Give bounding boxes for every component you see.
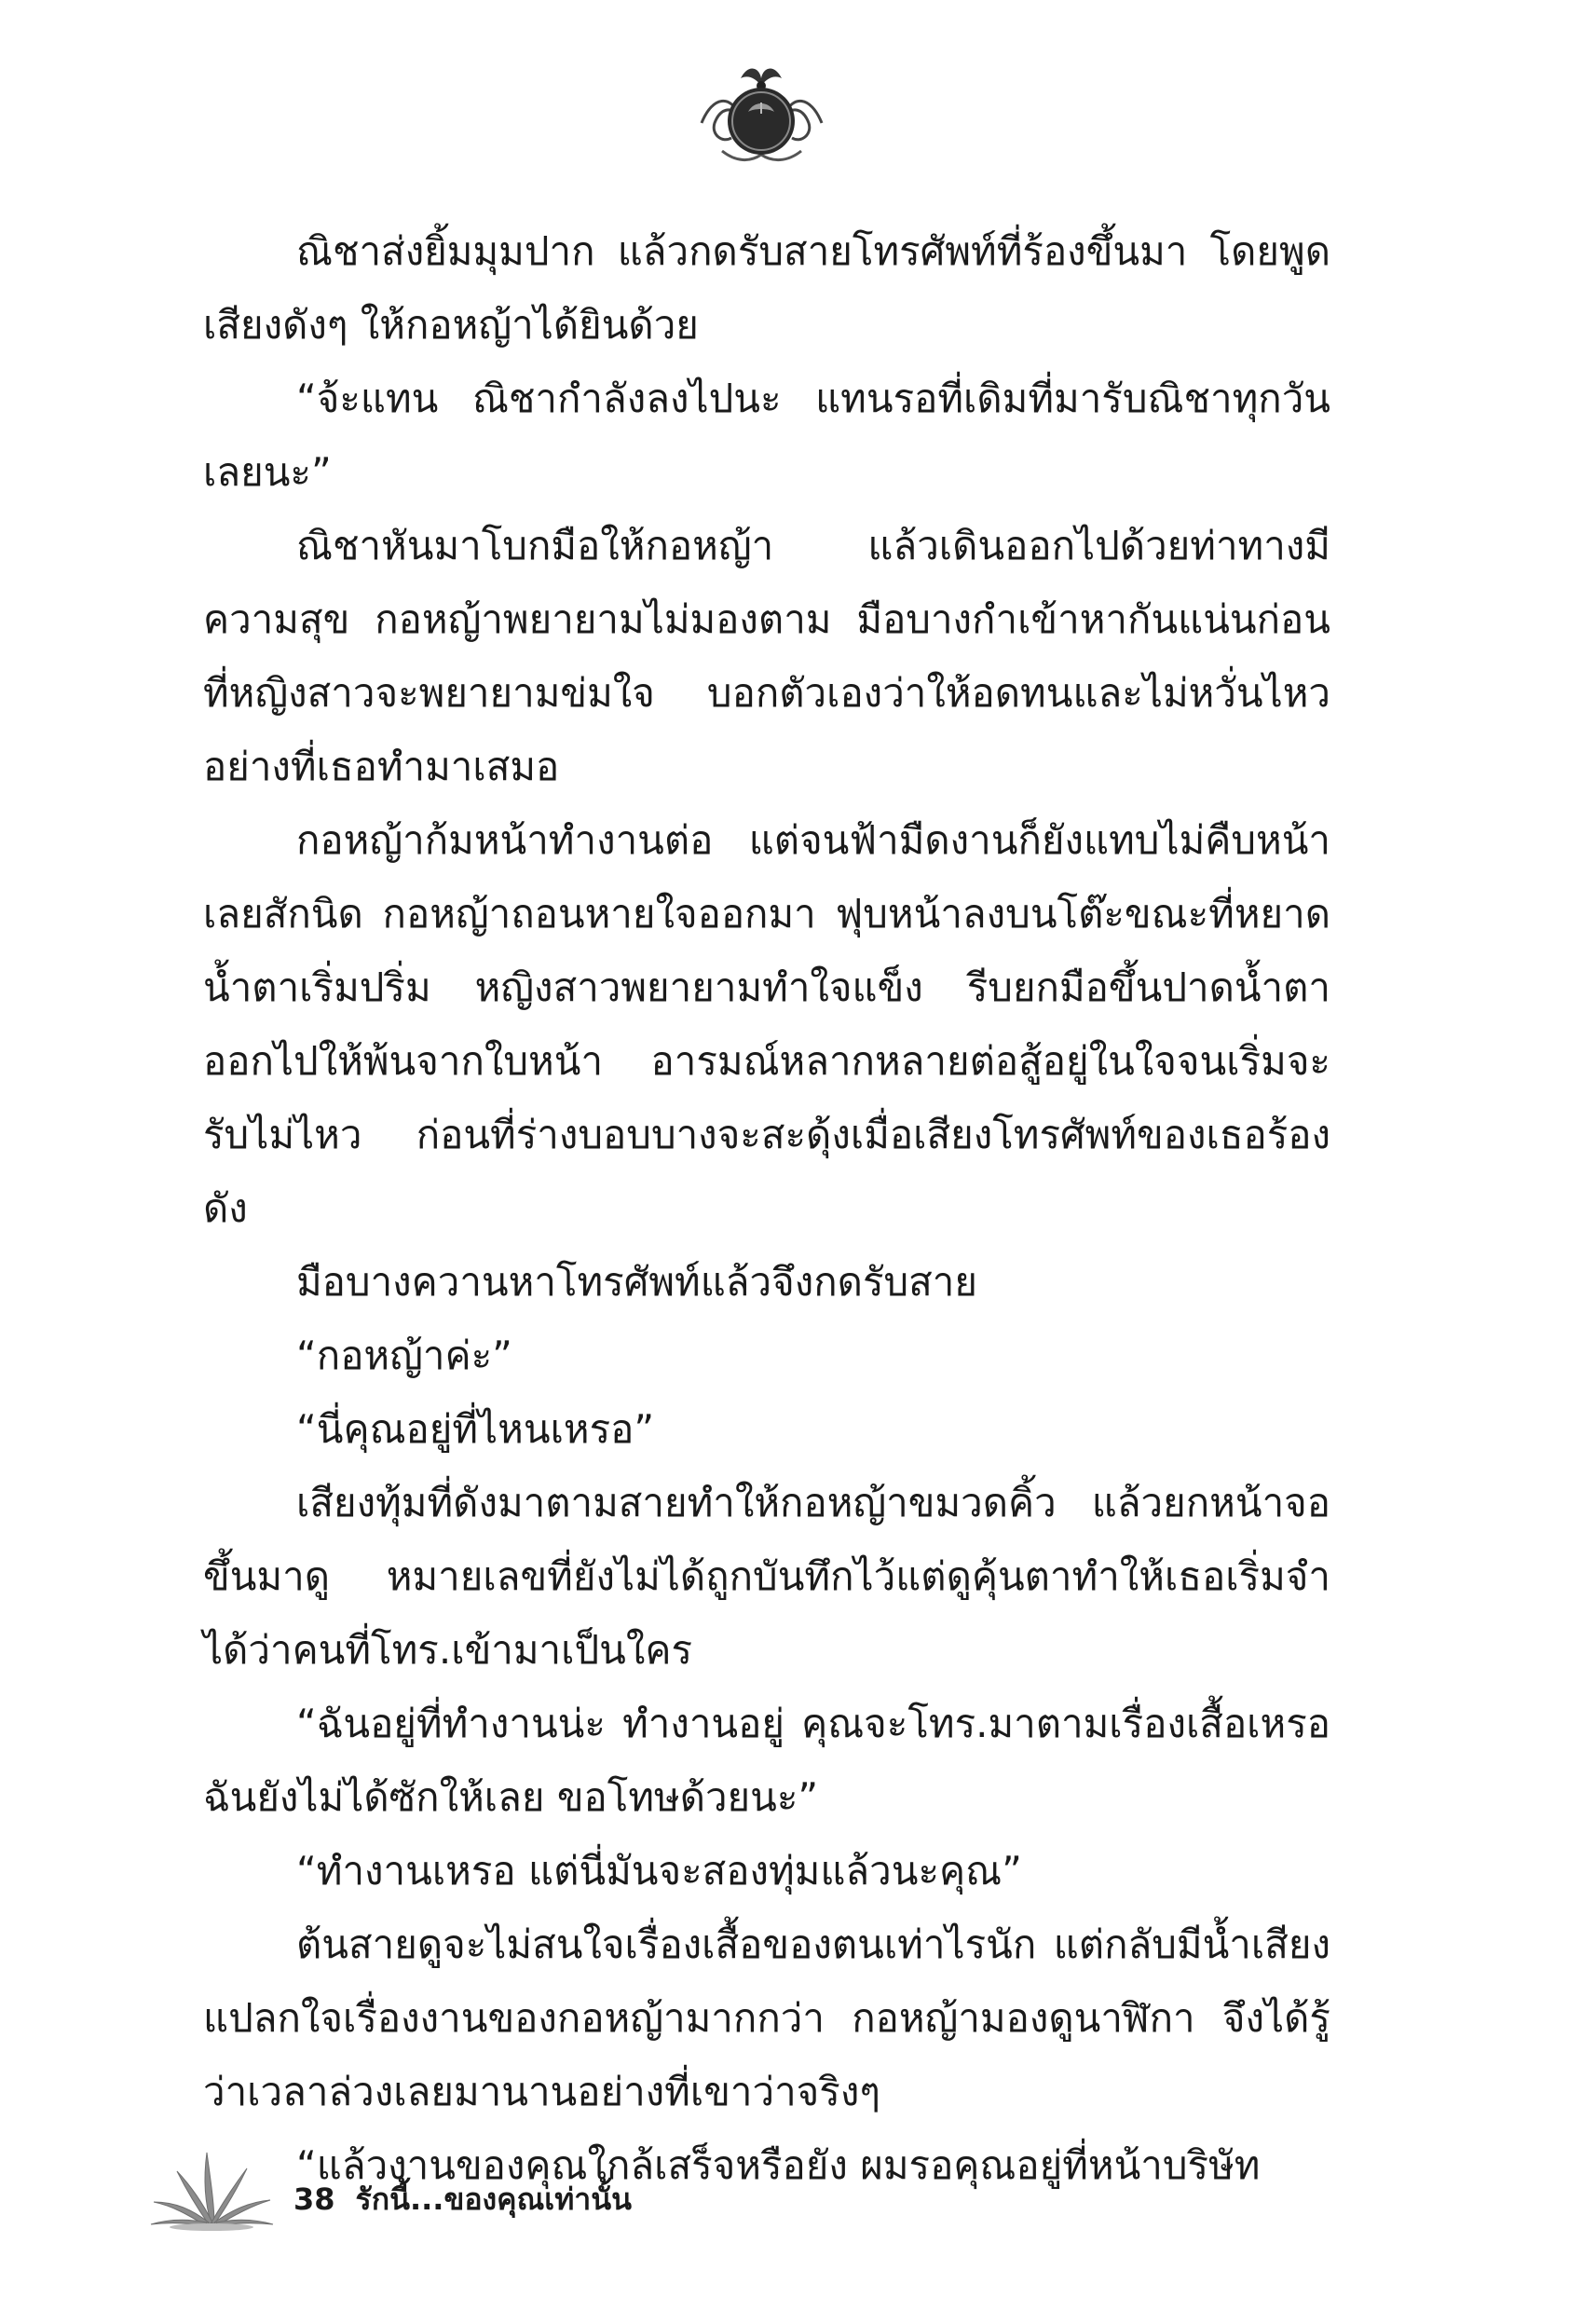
paragraph: “ฉันอยู่ที่ทำงานน่ะ ทำงานอยู่ คุณจะโทร.มาตามเรื่องเสื้อเหรอ ฉันยังไม่ได้ซักให้เลย ขอโทษด้วยนะ” (203, 1701, 1330, 1820)
paragraph: ณิชาส่งยิ้มมุมปาก แล้วกดรับสายโทรศัพท์ที่ร้องขึ้นมา โดยพูดเสียงดังๆ ให้กอหญ้าได้ยินด้วย (203, 228, 1330, 348)
paragraph: กอหญ้าก้มหน้าทำงานต่อ แต่จนฟ้ามืดงานก็ยังแทบไม่คืบหน้าเลยสักนิด กอหญ้าถอนหายใจออกมา ฟุบหน้าลงบนโต๊ะขณะที่หยาดน้ำตาเริ่มปริ่ม หญิงสาวพยายามทำใจแข็ง รีบยกมือขึ้นปาดน้ำตาออกไปให้พ้นจากใบหน้า อารมณ์หลากหลายต่อสู้อยู่ในใจจนเริ่มจะรับไม่ไหว ก่อนที่ร่างบอบบางจะสะดุ้งเมื่อเสียงโทรศัพท์ของเธอร้องดัง (203, 817, 1330, 1231)
paragraph: “จ้ะแทน ณิชากำลังลงไปนะ แทนรอที่เดิมที่มารับณิชาทุกวันเลยนะ” (203, 376, 1330, 495)
page-number: 38 (293, 2181, 335, 2217)
paragraph: “กอหญ้าค่ะ” (296, 1333, 512, 1378)
paragraph: “ทำงานเหรอ แต่นี่มันจะสองทุ่มแล้วนะคุณ” (296, 1848, 1022, 1894)
body-text (203, 214, 1330, 2202)
paragraph: “แล้วงานของคุณใกล้เสร็จหรือยัง ผมรอคุณอยู่ที่หน้าบริษัท (296, 2142, 1261, 2188)
page-footer (149, 2148, 801, 2232)
grass-tuft-icon (149, 2148, 275, 2232)
paragraph: “นี่คุณอยู่ที่ไหนเหรอ” (296, 1406, 655, 1452)
publisher-emblem-icon (694, 58, 829, 174)
paragraph: ต้นสายดูจะไม่สนใจเรื่องเสื้อของตนเท่าไรนัก แต่กลับมีน้ำเสียงแปลกใจเรื่องงานของกอหญ้ามากกว่า กอหญ้ามองดูนาฬิกา จึงได้รู้ว่าเวลาล่วงเลยมานานอย่างที่เขาว่าจริงๆ (203, 1921, 1330, 2114)
paragraph: เสียงทุ้มที่ดังมาตามสายทำให้กอหญ้าขมวดคิ้ว แล้วยกหน้าจอขึ้นมาดู หมายเลขที่ยังไม่ได้ถูกบันทึกไว้แต่ดูคุ้นตาทำให้เธอเริ่มจำได้ว่าคนที่โทร.เข้ามาเป็นใคร (203, 1480, 1330, 1673)
paragraph: มือบางควานหาโทรศัพท์แล้วจึงกดรับสาย (296, 1259, 978, 1305)
book-title: รักนี้...ของคุณเท่านั้น (355, 2181, 632, 2217)
paragraph: ณิชาหันมาโบกมือให้กอหญ้า แล้วเดินออกไปด้วยท่าทางมีความสุข กอหญ้าพยายามไม่มองตาม มือบางกำเข้าหากันแน่นก่อนที่หญิงสาวจะพยายามข่มใจ บอกตัวเองว่าให้อดทนและไม่หวั่นไหวอย่างที่เธอทำมาเสมอ (203, 523, 1330, 789)
